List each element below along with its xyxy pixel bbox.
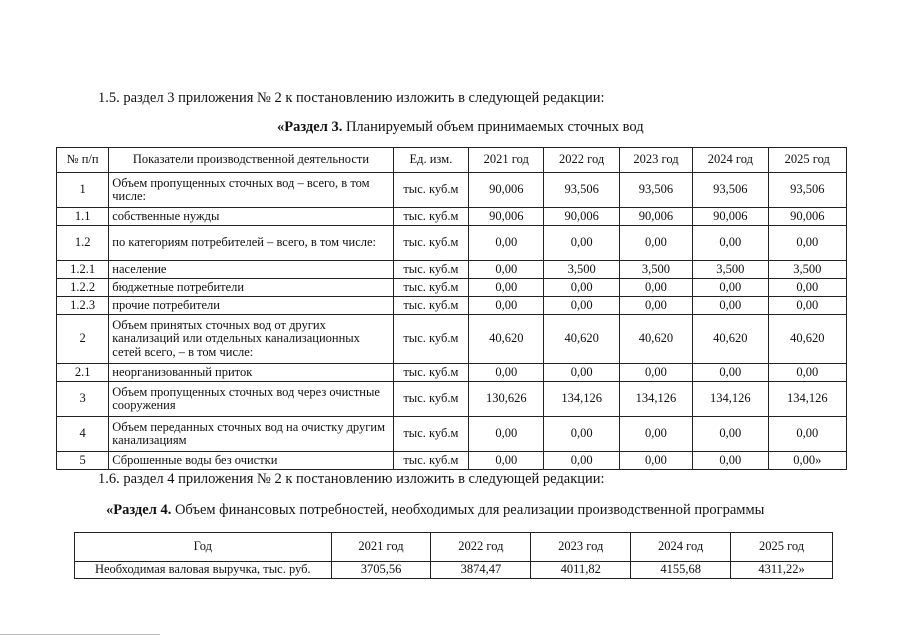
section-4-heading (106, 502, 764, 519)
row-unit: тыс. куб.м (393, 382, 468, 417)
table-row (57, 315, 847, 364)
header-2024: 2024 год (631, 533, 731, 562)
row-number: 4 (57, 417, 109, 452)
value-2022: 0,00 (544, 417, 619, 452)
financial-needs-table (74, 532, 833, 579)
row-number: 3 (57, 382, 109, 417)
value-2024: 0,00 (693, 297, 768, 315)
header-2021: 2021 год (469, 148, 544, 173)
table-row (57, 208, 847, 226)
value-2021: 90,006 (469, 208, 544, 226)
row-number: 2.1 (57, 364, 109, 382)
value-2024: 134,126 (693, 382, 768, 417)
value-2022: 0,00 (544, 226, 619, 261)
value-2025: 40,620 (768, 315, 846, 364)
row-number: 1.2.2 (57, 279, 109, 297)
value-2024: 0,00 (693, 226, 768, 261)
table-row (57, 261, 847, 279)
row-name: Объем пропущенных сточных вод – всего, в том числе: (109, 173, 393, 208)
value-2022: 3,500 (544, 261, 619, 279)
value-2023: 0,00 (619, 226, 692, 261)
row-unit: тыс. куб.м (393, 315, 468, 364)
header-number: № п/п (57, 148, 109, 173)
row-number: 1.2.1 (57, 261, 109, 279)
header-2023: 2023 год (619, 148, 692, 173)
row-unit: тыс. куб.м (393, 297, 468, 315)
value-2022: 0,00 (544, 297, 619, 315)
value-2021: 0,00 (469, 261, 544, 279)
value-2021: 0,00 (469, 226, 544, 261)
section-4-prefix: «Раздел 4. (106, 502, 172, 518)
header-2025: 2025 год (731, 533, 833, 562)
row-unit: тыс. куб.м (393, 364, 468, 382)
row-unit: тыс. куб.м (393, 208, 468, 226)
header-2024: 2024 год (693, 148, 768, 173)
value-2025: 0,00 (768, 226, 846, 261)
row-name: бюджетные потребители (109, 279, 393, 297)
section-3-heading (277, 119, 644, 136)
table-row (57, 173, 847, 208)
section-3-prefix: «Раздел 3. (277, 119, 343, 135)
value-2024: 40,620 (693, 315, 768, 364)
header-year: Год (75, 533, 332, 562)
table-row (57, 279, 847, 297)
value-2021: 0,00 (469, 297, 544, 315)
value-2023: 4011,82 (531, 562, 631, 579)
value-2021: 0,00 (469, 417, 544, 452)
row-number: 2 (57, 315, 109, 364)
header-2025: 2025 год (768, 148, 846, 173)
row-unit: тыс. куб.м (393, 279, 468, 297)
value-2024: 0,00 (693, 452, 768, 470)
value-2022: 40,620 (544, 315, 619, 364)
table-header-row (75, 533, 833, 562)
value-2025: 90,006 (768, 208, 846, 226)
value-2024: 0,00 (693, 279, 768, 297)
value-2025: 0,00 (768, 297, 846, 315)
value-2023: 40,620 (619, 315, 692, 364)
table-row (57, 226, 847, 261)
value-2022: 90,006 (544, 208, 619, 226)
header-2021: 2021 год (331, 533, 431, 562)
section-4-title: Объем финансовых потребностей, необходимых для реализации производственной программы (174, 502, 765, 518)
row-number: 1.2.3 (57, 297, 109, 315)
value-2024: 3,500 (693, 261, 768, 279)
value-2023: 0,00 (619, 417, 692, 452)
row-name: население (109, 261, 393, 279)
header-indicator: Показатели производственной деятельности (109, 148, 393, 173)
value-2022: 0,00 (544, 452, 619, 470)
row-unit: тыс. куб.м (393, 173, 468, 208)
value-2022: 0,00 (544, 364, 619, 382)
row-unit: тыс. куб.м (393, 417, 468, 452)
value-2023: 0,00 (619, 452, 692, 470)
section-3-title: Планируемый объем принимаемых сточных вод (345, 119, 644, 135)
value-2025: 93,506 (768, 173, 846, 208)
value-2022: 3874,47 (431, 562, 531, 579)
value-2021: 130,626 (469, 382, 544, 417)
value-2024: 90,006 (693, 208, 768, 226)
value-2023: 0,00 (619, 279, 692, 297)
value-2025: 0,00 (768, 417, 846, 452)
row-number: 5 (57, 452, 109, 470)
value-2021: 0,00 (469, 364, 544, 382)
row-name: Объем переданных сточных вод на очистку другим канализациям (109, 417, 393, 452)
row-name: прочие потребители (109, 297, 393, 315)
table-row (57, 364, 847, 382)
wastewater-volume-table (56, 147, 847, 470)
value-2023: 93,506 (619, 173, 692, 208)
value-2021: 3705,56 (331, 562, 431, 579)
value-2022: 134,126 (544, 382, 619, 417)
value-2025: 0,00 (768, 279, 846, 297)
value-2023: 0,00 (619, 297, 692, 315)
value-2023: 90,006 (619, 208, 692, 226)
value-2024: 0,00 (693, 417, 768, 452)
value-2022: 0,00 (544, 279, 619, 297)
header-2022: 2022 год (544, 148, 619, 173)
value-2021: 40,620 (469, 315, 544, 364)
table-row (57, 452, 847, 470)
value-2025: 4311,22» (731, 562, 833, 579)
value-2024: 93,506 (693, 173, 768, 208)
row-unit: тыс. куб.м (393, 261, 468, 279)
row-name: Необходимая валовая выручка, тыс. руб. (75, 562, 332, 579)
table-row (75, 562, 833, 579)
row-name: по категориям потребителей – всего, в том числе: (109, 226, 393, 261)
header-2023: 2023 год (531, 533, 631, 562)
footnote-separator (0, 634, 160, 635)
value-2025: 0,00» (768, 452, 846, 470)
row-number: 1 (57, 173, 109, 208)
row-name: собственные нужды (109, 208, 393, 226)
table-row (57, 382, 847, 417)
value-2025: 3,500 (768, 261, 846, 279)
row-unit: тыс. куб.м (393, 452, 468, 470)
value-2021: 90,006 (469, 173, 544, 208)
value-2025: 0,00 (768, 364, 846, 382)
value-2023: 3,500 (619, 261, 692, 279)
table-row (57, 297, 847, 315)
header-2022: 2022 год (431, 533, 531, 562)
row-name: Сброшенные воды без очистки (109, 452, 393, 470)
value-2021: 0,00 (469, 279, 544, 297)
value-2025: 134,126 (768, 382, 846, 417)
paragraph-1-6: 1.6. раздел 4 приложения № 2 к постановлению изложить в следующей редакции: (98, 471, 605, 487)
value-2023: 134,126 (619, 382, 692, 417)
row-unit: тыс. куб.м (393, 226, 468, 261)
table-row (57, 417, 847, 452)
table-header-row (57, 148, 847, 173)
paragraph-1-5: 1.5. раздел 3 приложения № 2 к постановлению изложить в следующей редакции: (98, 90, 605, 106)
value-2022: 93,506 (544, 173, 619, 208)
value-2024: 4155,68 (631, 562, 731, 579)
row-number: 1.1 (57, 208, 109, 226)
row-name: неорганизованный приток (109, 364, 393, 382)
value-2021: 0,00 (469, 452, 544, 470)
value-2023: 0,00 (619, 364, 692, 382)
header-unit: Ед. изм. (393, 148, 468, 173)
row-number: 1.2 (57, 226, 109, 261)
row-name: Объем пропущенных сточных вод через очистные сооружения (109, 382, 393, 417)
row-name: Объем принятых сточных вод от других канализаций или отдельных канализационных сетей всего, – в том числе: (109, 315, 393, 364)
value-2024: 0,00 (693, 364, 768, 382)
